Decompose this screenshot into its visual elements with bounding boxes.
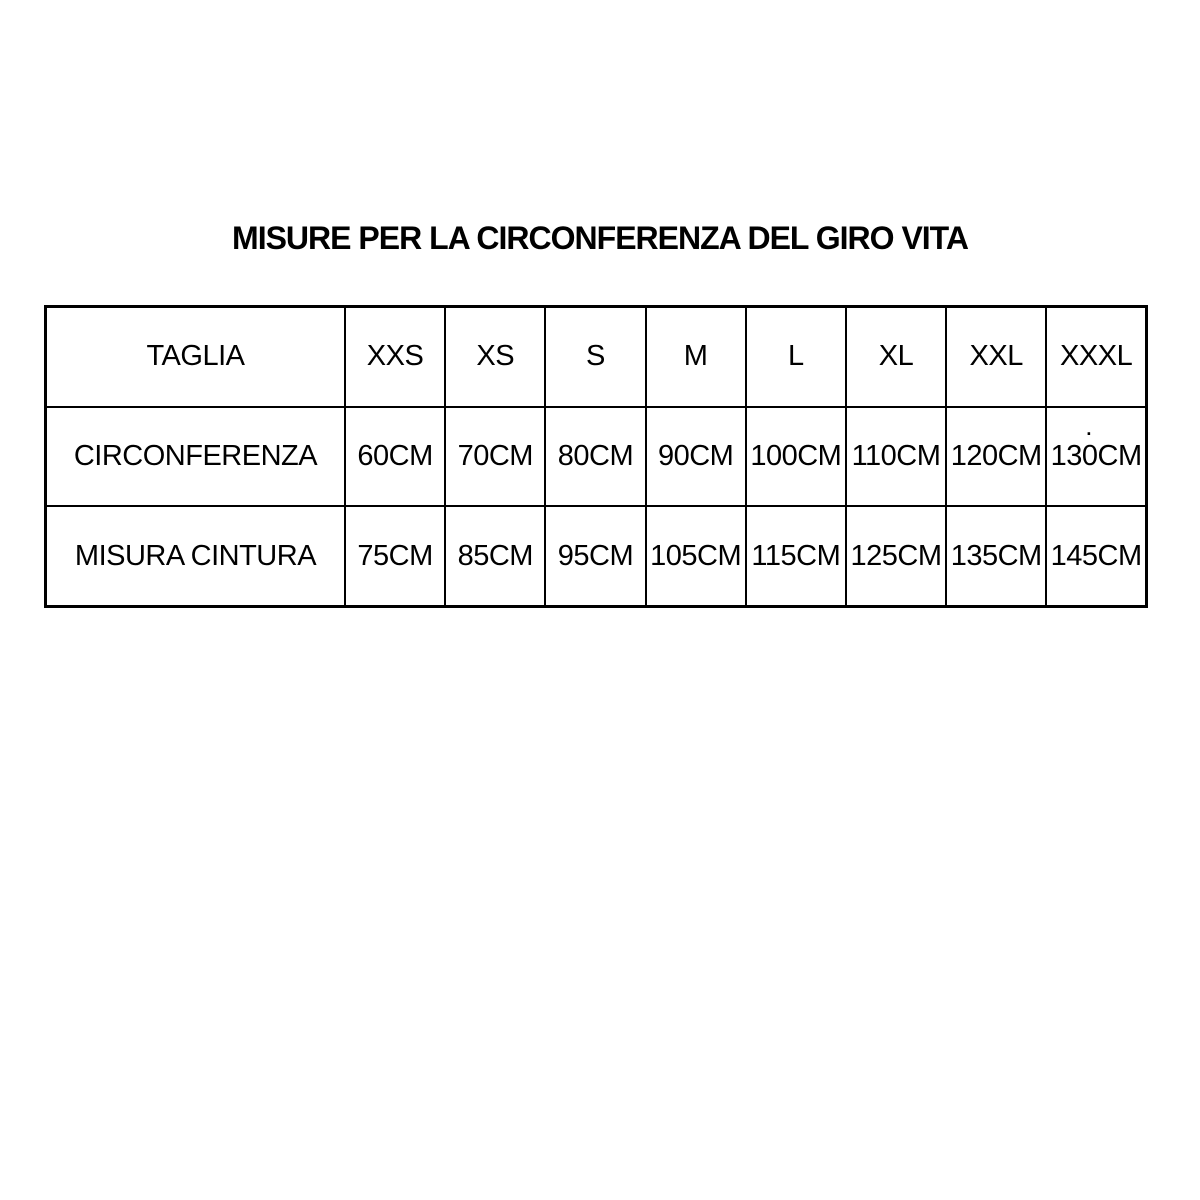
value-cell: 100CM bbox=[746, 407, 846, 506]
size-chart-table bbox=[44, 305, 1148, 608]
header-cell-xxl: XXL bbox=[946, 307, 1046, 407]
row-label-cell: MISURA CINTURA bbox=[46, 506, 345, 606]
value-cell: 90CM bbox=[646, 407, 746, 506]
value-cell: 125CM bbox=[846, 506, 946, 606]
table-header-row bbox=[46, 307, 1147, 407]
value-cell: 105CM bbox=[646, 506, 746, 606]
page-title: MISURE PER LA CIRCONFERENZA DEL GIRO VITA bbox=[232, 220, 968, 256]
header-cell-xl: XL bbox=[846, 307, 946, 407]
value-cell: 60CM bbox=[345, 407, 445, 506]
value-cell: 110CM bbox=[846, 407, 946, 506]
value-cell: 70CM bbox=[445, 407, 545, 506]
header-cell-xxxl: XXXL bbox=[1046, 307, 1146, 407]
value-cell: 75CM bbox=[345, 506, 445, 606]
header-cell-l: L bbox=[746, 307, 846, 407]
row-label-cell: CIRCONFERENZA bbox=[46, 407, 345, 506]
header-cell-m: M bbox=[646, 307, 746, 407]
value-cell: 115CM bbox=[746, 506, 846, 606]
header-cell-s: S bbox=[545, 307, 645, 407]
header-cell-xxs: XXS bbox=[345, 307, 445, 407]
table-row-circonferenza bbox=[46, 407, 1147, 506]
value-cell: 85CM bbox=[445, 506, 545, 606]
value-cell: 95CM bbox=[545, 506, 645, 606]
value-cell: 145CM bbox=[1046, 506, 1146, 606]
header-cell-taglia: TAGLIA bbox=[46, 307, 345, 407]
scan-artifact-dot: . bbox=[1086, 418, 1091, 439]
value-cell bbox=[1046, 407, 1146, 506]
header-cell-xs: XS bbox=[445, 307, 545, 407]
value-cell: 135CM bbox=[946, 506, 1046, 606]
value-text: 130CM bbox=[1050, 439, 1142, 472]
table-row-misura-cintura bbox=[46, 506, 1147, 606]
value-cell: 80CM bbox=[545, 407, 645, 506]
value-cell: 120CM bbox=[946, 407, 1046, 506]
